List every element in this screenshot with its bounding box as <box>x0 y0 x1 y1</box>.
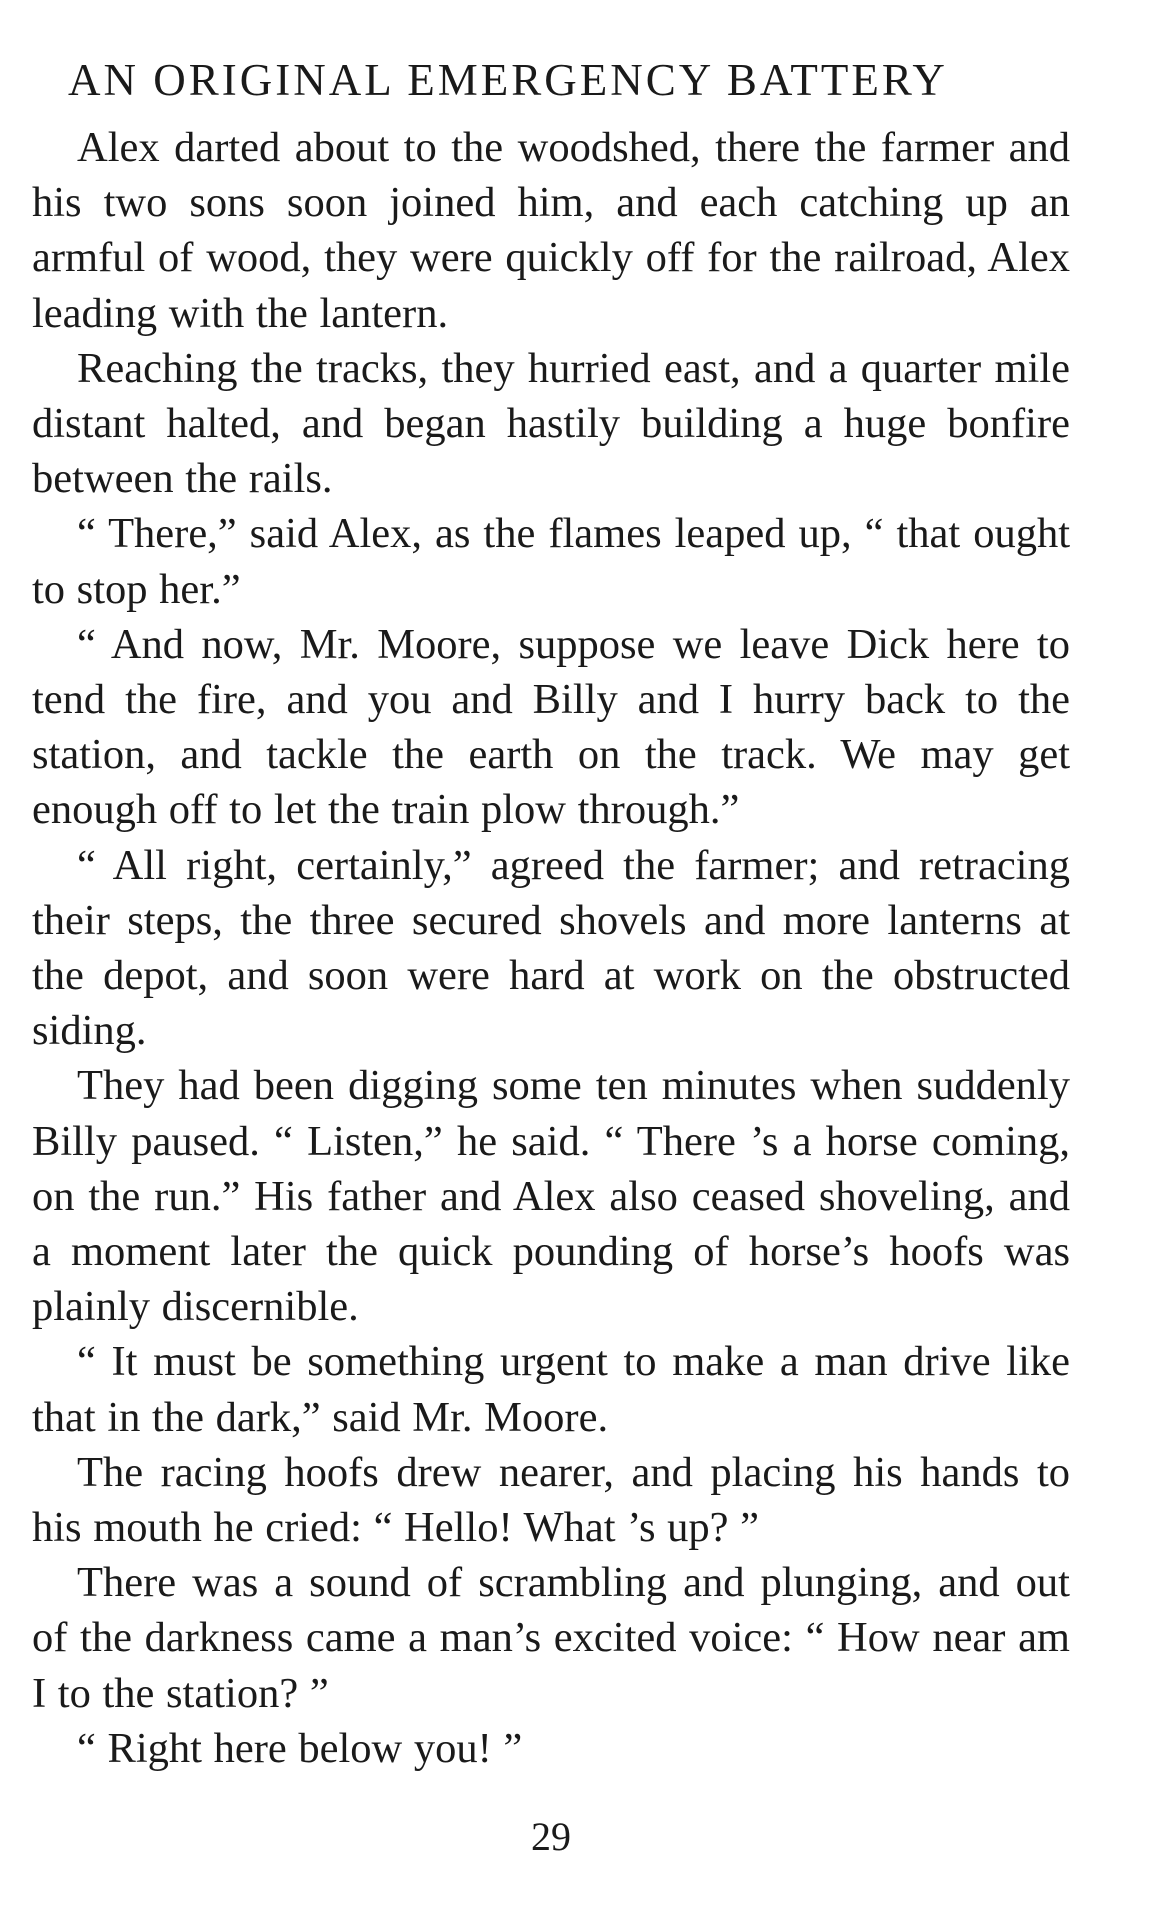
paragraph: “ And now, Mr. Moore, suppose we leave Dick here to tend the fire, and you and Billy and I hurry back to the station, and tackle the earth on the track. We may get enough off to let the train plow through.” <box>32 620 1070 834</box>
body-text <box>32 120 1070 1776</box>
page-number: 29 <box>531 1814 571 1859</box>
paragraph: Alex darted about to the woodshed, there the farmer and his two sons soon joined him, and each catching up an armful of wood, they were quickly off for the railroad, Alex leading with the lantern. <box>32 124 1070 337</box>
running-head: AN ORIGINAL EMERGENCY BATTERY <box>68 55 948 105</box>
paragraph: The racing hoofs drew nearer, and placing his hands to his mouth he cried: “ Hello! What ’s up? ” <box>32 1448 1070 1552</box>
paragraph: “ Right here below you! ” <box>77 1724 523 1772</box>
paragraph: “ All right, certainly,” agreed the farmer; and retracing their steps, the three secured shovels and more lanterns at the depot, and soon were hard at work on the obstructed siding. <box>32 841 1070 1055</box>
paragraph: “ It must be something urgent to make a man drive like that in the dark,” said Mr. Moore. <box>32 1338 1070 1441</box>
book-page <box>32 40 1070 1880</box>
paragraph: There was a sound of scrambling and plunging, and out of the darkness came a man’s excited voice: “ How near am I to the station? ” <box>32 1559 1070 1717</box>
paragraph: “ There,” said Alex, as the flames leaped up, “ that ought to stop her.” <box>32 510 1070 613</box>
paragraph: They had been digging some ten minutes when suddenly Billy paused. “ Listen,” he said. “ There ’s a horse coming, on the run.” His father and Alex also ceased shoveling, and a moment later the quick pounding of horse’s hoofs was plainly discernible. <box>32 1062 1070 1331</box>
paragraph: Reaching the tracks, they hurried east, and a quarter mile distant halted, and began hastily building a huge bonfire between the rails. <box>32 344 1070 503</box>
